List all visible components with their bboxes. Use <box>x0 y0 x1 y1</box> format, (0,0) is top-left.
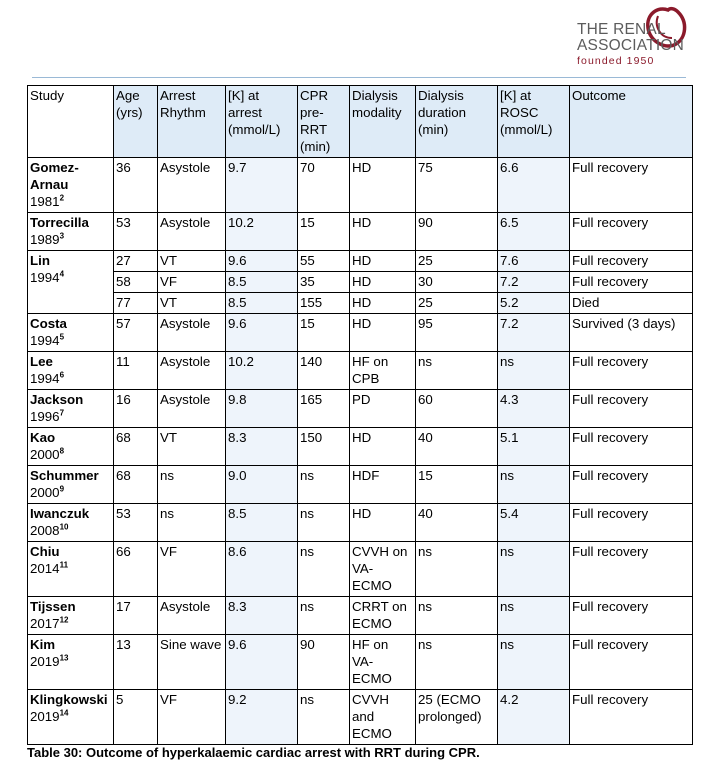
duration-cell: 75 <box>416 158 498 213</box>
study-name: Iwanczuk <box>30 506 90 521</box>
study-cell <box>28 635 114 690</box>
duration-cell: ns <box>416 597 498 635</box>
k-arrest-cell: 9.6 <box>226 251 298 272</box>
header-duration: Dialysis duration (min) <box>416 86 498 158</box>
study-year: 2000 <box>30 485 60 500</box>
logo-line-1: THE RENAL <box>577 21 666 38</box>
k-arrest-cell: 9.8 <box>226 390 298 428</box>
age-cell: 53 <box>114 504 158 542</box>
study-reference: 14 <box>59 708 69 718</box>
cpr-cell: ns <box>298 690 350 745</box>
study-year: 1996 <box>30 409 60 424</box>
k-rosc-cell: 4.3 <box>498 390 570 428</box>
rhythm-cell: ns <box>158 504 226 542</box>
cpr-cell: 55 <box>298 251 350 272</box>
k-arrest-cell: 10.2 <box>226 213 298 251</box>
k-rosc-cell: ns <box>498 542 570 597</box>
study-reference: 9 <box>59 484 65 494</box>
k-rosc-cell: 5.1 <box>498 428 570 466</box>
outcome-cell: Full recovery <box>570 251 693 272</box>
table-row <box>28 466 693 504</box>
modality-cell: HD <box>350 428 416 466</box>
duration-cell: 25 <box>416 293 498 314</box>
rhythm-cell: VT <box>158 251 226 272</box>
study-cell <box>28 504 114 542</box>
modality-cell: CRRT on ECMO <box>350 597 416 635</box>
table-body <box>28 158 693 745</box>
study-cell <box>28 352 114 390</box>
modality-cell: CVVH and ECMO <box>350 690 416 745</box>
outcome-cell: Full recovery <box>570 466 693 504</box>
cpr-cell: ns <box>298 466 350 504</box>
k-rosc-cell: 5.4 <box>498 504 570 542</box>
study-year: 1981 <box>30 194 60 209</box>
study-name: Kim <box>30 637 56 652</box>
age-cell: 11 <box>114 352 158 390</box>
outcome-cell: Survived (3 days) <box>570 314 693 352</box>
k-arrest-cell: 8.5 <box>226 504 298 542</box>
outcome-cell: Full recovery <box>570 390 693 428</box>
duration-cell: 60 <box>416 390 498 428</box>
study-year: 2014 <box>30 561 60 576</box>
table-row <box>28 352 693 390</box>
study-year: 2019 <box>30 654 60 669</box>
duration-cell: 30 <box>416 272 498 293</box>
study-year: 1994 <box>30 333 60 348</box>
study-reference: 6 <box>59 370 65 380</box>
study-reference: 3 <box>59 231 65 241</box>
duration-cell: ns <box>416 542 498 597</box>
table-row <box>28 635 693 690</box>
outcome-cell: Full recovery <box>570 158 693 213</box>
rhythm-cell: Asystole <box>158 597 226 635</box>
duration-cell: 25 <box>416 251 498 272</box>
header-k-arrest: [K] at arrest (mmol/L) <box>226 86 298 158</box>
study-cell <box>28 428 114 466</box>
study-cell <box>28 251 114 314</box>
age-cell: 66 <box>114 542 158 597</box>
k-arrest-cell: 9.7 <box>226 158 298 213</box>
cpr-cell: ns <box>298 504 350 542</box>
logo-line-2: ASSOCIATION <box>577 37 684 54</box>
study-year: 1994 <box>30 371 60 386</box>
outcome-cell: Full recovery <box>570 597 693 635</box>
study-cell <box>28 466 114 504</box>
k-rosc-cell: 7.2 <box>498 314 570 352</box>
study-name: Torrecilla <box>30 215 89 230</box>
k-arrest-cell: 9.2 <box>226 690 298 745</box>
duration-cell: 95 <box>416 314 498 352</box>
rhythm-cell: ns <box>158 466 226 504</box>
k-arrest-cell: 8.5 <box>226 293 298 314</box>
logo-line-3: founded 1950 <box>577 55 655 67</box>
rhythm-cell: VF <box>158 690 226 745</box>
study-reference: 11 <box>59 560 69 570</box>
outcome-cell: Full recovery <box>570 428 693 466</box>
outcome-table <box>27 85 693 745</box>
study-year: 2000 <box>30 447 60 462</box>
study-reference: 2 <box>59 193 65 203</box>
header-cpr: CPR pre-RRT (min) <box>298 86 350 158</box>
table-row <box>28 390 693 428</box>
cpr-cell: 140 <box>298 352 350 390</box>
table-row <box>28 272 693 293</box>
duration-cell: 15 <box>416 466 498 504</box>
modality-cell: HD <box>350 504 416 542</box>
outcome-cell: Full recovery <box>570 690 693 745</box>
cpr-cell: 150 <box>298 428 350 466</box>
duration-cell: 40 <box>416 428 498 466</box>
outcome-cell: Full recovery <box>570 635 693 690</box>
rhythm-cell: VT <box>158 293 226 314</box>
study-year: 2019 <box>30 709 60 724</box>
k-rosc-cell: ns <box>498 597 570 635</box>
table-row <box>28 293 693 314</box>
study-cell <box>28 597 114 635</box>
rhythm-cell: Asystole <box>158 213 226 251</box>
age-cell: 53 <box>114 213 158 251</box>
study-cell <box>28 690 114 745</box>
study-name: Chiu <box>30 544 60 559</box>
age-cell: 13 <box>114 635 158 690</box>
header-rhythm: Arrest Rhythm <box>158 86 226 158</box>
header-divider <box>32 77 686 78</box>
cpr-cell: ns <box>298 542 350 597</box>
duration-cell: 90 <box>416 213 498 251</box>
cpr-cell: 70 <box>298 158 350 213</box>
cpr-cell: 155 <box>298 293 350 314</box>
table-header-row <box>28 86 693 158</box>
study-reference: 7 <box>59 408 65 418</box>
study-cell <box>28 314 114 352</box>
cpr-cell: 90 <box>298 635 350 690</box>
age-cell: 5 <box>114 690 158 745</box>
study-cell <box>28 390 114 428</box>
study-name: Klingkowski <box>30 692 108 707</box>
rhythm-cell: Asystole <box>158 390 226 428</box>
k-rosc-cell: 5.2 <box>498 293 570 314</box>
modality-cell: HD <box>350 293 416 314</box>
k-rosc-cell: 6.6 <box>498 158 570 213</box>
study-name: Jackson <box>30 392 84 407</box>
outcome-cell: Full recovery <box>570 352 693 390</box>
modality-cell: HD <box>350 213 416 251</box>
study-name: Costa <box>30 316 67 331</box>
modality-cell: HD <box>350 158 416 213</box>
study-year: 1994 <box>30 270 60 285</box>
k-arrest-cell: 8.5 <box>226 272 298 293</box>
study-year: 2017 <box>30 616 60 631</box>
modality-cell: HDF <box>350 466 416 504</box>
rhythm-cell: VF <box>158 542 226 597</box>
modality-cell: HD <box>350 272 416 293</box>
table-row <box>28 428 693 466</box>
age-cell: 57 <box>114 314 158 352</box>
study-reference: 12 <box>59 615 69 625</box>
outcome-cell: Full recovery <box>570 213 693 251</box>
study-reference: 4 <box>59 269 65 279</box>
age-cell: 68 <box>114 428 158 466</box>
rhythm-cell: VF <box>158 272 226 293</box>
modality-cell: HD <box>350 314 416 352</box>
table-row <box>28 504 693 542</box>
k-rosc-cell: ns <box>498 352 570 390</box>
cpr-cell: 165 <box>298 390 350 428</box>
table-row <box>28 690 693 745</box>
study-name: Lin <box>30 253 50 268</box>
study-year: 2008 <box>30 523 60 538</box>
modality-cell: HF on VA-ECMO <box>350 635 416 690</box>
study-name: Tijssen <box>30 599 76 614</box>
study-name: Schummer <box>30 468 99 483</box>
study-reference: 13 <box>59 653 69 663</box>
rhythm-cell: VT <box>158 428 226 466</box>
age-cell: 17 <box>114 597 158 635</box>
header-outcome: Outcome <box>570 86 693 158</box>
study-reference: 10 <box>59 522 69 532</box>
study-reference: 5 <box>59 332 65 342</box>
k-rosc-cell: 6.5 <box>498 213 570 251</box>
table-row <box>28 158 693 213</box>
age-cell: 58 <box>114 272 158 293</box>
table-row <box>28 542 693 597</box>
k-rosc-cell: 7.2 <box>498 272 570 293</box>
k-arrest-cell: 8.6 <box>226 542 298 597</box>
modality-cell: CVVH on VA-ECMO <box>350 542 416 597</box>
modality-cell: PD <box>350 390 416 428</box>
duration-cell: ns <box>416 635 498 690</box>
modality-cell: HD <box>350 251 416 272</box>
duration-cell: ns <box>416 352 498 390</box>
outcome-cell: Full recovery <box>570 542 693 597</box>
cpr-cell: 35 <box>298 272 350 293</box>
k-arrest-cell: 10.2 <box>226 352 298 390</box>
cpr-cell: 15 <box>298 314 350 352</box>
table-row <box>28 213 693 251</box>
age-cell: 77 <box>114 293 158 314</box>
duration-cell: 25 (ECMO prolonged) <box>416 690 498 745</box>
header-study: Study <box>28 86 114 158</box>
modality-cell: HF on CPB <box>350 352 416 390</box>
study-name: Gomez-Arnau <box>30 160 79 192</box>
k-arrest-cell: 9.6 <box>226 635 298 690</box>
table-row <box>28 251 693 272</box>
header-age: Age (yrs) <box>114 86 158 158</box>
k-rosc-cell: ns <box>498 466 570 504</box>
study-name: Kao <box>30 430 56 445</box>
rhythm-cell: Asystole <box>158 352 226 390</box>
k-arrest-cell: 9.6 <box>226 314 298 352</box>
table-caption: Table 30: Outcome of hyperkalaemic cardiac arrest with RRT during CPR. <box>27 745 480 760</box>
study-cell <box>28 158 114 213</box>
study-reference: 8 <box>59 446 65 456</box>
table-row <box>28 314 693 352</box>
k-rosc-cell: 4.2 <box>498 690 570 745</box>
outcome-cell: Full recovery <box>570 272 693 293</box>
k-rosc-cell: 7.6 <box>498 251 570 272</box>
study-year: 1989 <box>30 232 60 247</box>
duration-cell: 40 <box>416 504 498 542</box>
k-rosc-cell: ns <box>498 635 570 690</box>
outcome-cell: Died <box>570 293 693 314</box>
k-arrest-cell: 8.3 <box>226 428 298 466</box>
rhythm-cell: Asystole <box>158 314 226 352</box>
k-arrest-cell: 9.0 <box>226 466 298 504</box>
study-name: Lee <box>30 354 53 369</box>
cpr-cell: ns <box>298 597 350 635</box>
age-cell: 27 <box>114 251 158 272</box>
age-cell: 68 <box>114 466 158 504</box>
rhythm-cell: Sine wave <box>158 635 226 690</box>
rhythm-cell: Asystole <box>158 158 226 213</box>
outcome-cell: Full recovery <box>570 504 693 542</box>
header-modality: Dialysis modality <box>350 86 416 158</box>
study-cell <box>28 213 114 251</box>
study-cell <box>28 542 114 597</box>
age-cell: 36 <box>114 158 158 213</box>
k-arrest-cell: 8.3 <box>226 597 298 635</box>
table-row <box>28 597 693 635</box>
header-k-rosc: [K] at ROSC (mmol/L) <box>498 86 570 158</box>
cpr-cell: 15 <box>298 213 350 251</box>
age-cell: 16 <box>114 390 158 428</box>
